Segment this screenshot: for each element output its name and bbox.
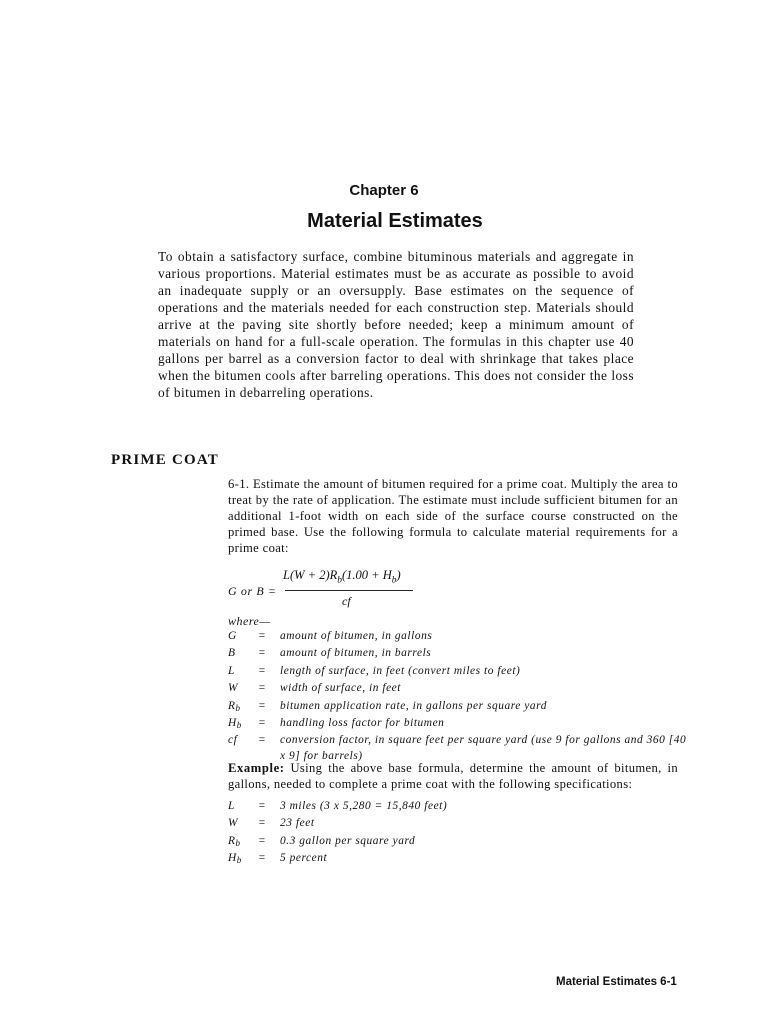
example-label: Example: xyxy=(228,761,285,775)
definition-row: $R_b$ = bitumen application rate, in gallons per square yard xyxy=(228,699,547,713)
spec-row: W = 23 feet xyxy=(228,817,315,830)
chapter-title: Material Estimates xyxy=(307,210,483,232)
definitions-list xyxy=(228,629,688,764)
spec-row: $R_b$ = 0.3 gallon per square yard xyxy=(228,834,416,848)
chapter-label: Chapter 6 xyxy=(349,182,419,199)
intro-paragraph: To obtain a satisfactory surface, combine bituminous materials and aggregate in various proportions. Material estimates must be as accurate as possible to avoid an inadequate supply or an oversupply. Base estimates on the sequence of operations and the materials needed for each construction step. Materials should arrive at the paving site shortly before needed; keep a minimum amount of materials on hand for a full-scale operation. The formulas in this chapter use 40 gallons per barrel as a conversion factor to deal with shrinkage that takes place when the bitumen cools after barreling operations. This does not consider the loss of bitumen in debarreling operations. xyxy=(158,249,634,400)
example-paragraph: Example: Using the above base formula, determine the amount of bitumen, in gallons, needed to complete a prime coat with the following specifications: xyxy=(228,761,678,791)
definition-row: G = amount of bitumen, in gallons xyxy=(228,630,433,642)
definition-row: L = length of surface, in feet (convert miles to feet) xyxy=(228,664,521,677)
definition-row: $H_b$ = handling loss factor for bitumen xyxy=(228,717,445,731)
definition-row: B = amount of bitumen, in barrels xyxy=(228,647,432,660)
section-heading: PRIME COAT xyxy=(111,452,219,468)
formula-denominator: cf xyxy=(342,594,351,608)
formula-lhs: G or B = xyxy=(228,584,277,598)
fraction-bar xyxy=(285,590,413,591)
formula-numerator: $L(W + 2)R_b(1.00 + H_b)$ xyxy=(283,568,401,586)
spec-row: L = 3 miles (3 x 5,280 = 15,840 feet) xyxy=(228,800,448,812)
specifications-list xyxy=(228,799,688,869)
spec-row: $H_b$ = 5 percent xyxy=(228,852,328,866)
definition-row: W = width of surface, in feet xyxy=(228,682,401,695)
where-label: where— xyxy=(228,614,271,628)
definition-row: cf = conversion factor, in square feet per square yard (use 9 for gallons and 360 [40 x 9] for barrels) xyxy=(228,734,687,762)
prime-coat-paragraph: 6-1. Estimate the amount of bitumen required for a prime coat. Multiply the area to treat by the rate of application. The estimate must include sufficient bitumen for an additional 1-foot width on each side of the surface course constructed on the primed base. Use the following formula to calculate material requirements for a prime coat: xyxy=(228,477,678,555)
page-footer: Material Estimates 6-1 xyxy=(556,976,677,988)
